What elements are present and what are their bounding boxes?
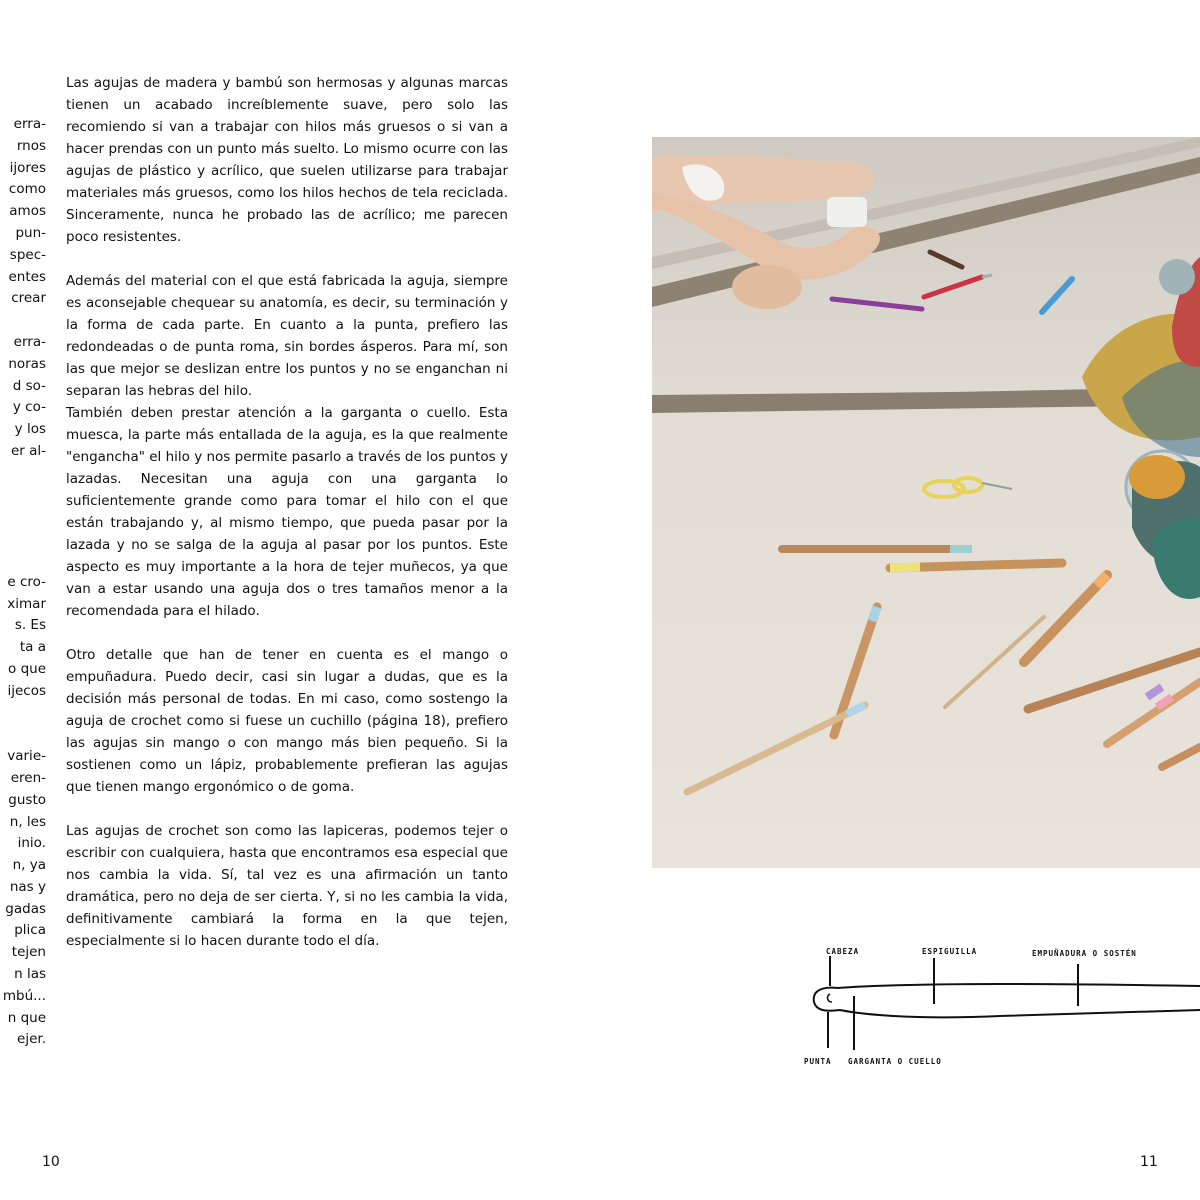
main-text-column bbox=[66, 72, 508, 974]
label-head: CABEZA bbox=[826, 947, 860, 956]
margin-fragment bbox=[0, 506, 46, 528]
margin-fragment: noras bbox=[8, 355, 46, 372]
margin-fragment: n las bbox=[14, 966, 46, 983]
margin-fragment bbox=[0, 310, 46, 332]
margin-fragment bbox=[0, 463, 46, 485]
margin-fragment: y co- bbox=[12, 399, 46, 416]
margin-fragment: o que bbox=[8, 660, 46, 677]
left-margin-text-fragments bbox=[0, 114, 46, 1051]
crochet-hook-anatomy-diagram bbox=[800, 940, 1200, 1080]
margin-fragment: entes bbox=[8, 268, 46, 285]
page-number-right: 11 bbox=[1140, 1154, 1158, 1170]
margin-fragment: ta a bbox=[19, 639, 46, 656]
margin-fragment bbox=[0, 703, 46, 725]
margin-fragment: gusto bbox=[8, 791, 46, 808]
margin-fragment: erra- bbox=[13, 333, 46, 350]
margin-fragment: ijecos bbox=[7, 682, 46, 699]
margin-fragment: gadas bbox=[5, 900, 46, 917]
margin-fragment bbox=[0, 550, 46, 572]
photo-crochet-hooks-icon bbox=[652, 137, 1200, 868]
label-point: PUNTA bbox=[804, 1057, 832, 1066]
margin-fragment: como bbox=[8, 181, 46, 198]
margin-fragment: varie- bbox=[7, 748, 46, 765]
margin-fragment bbox=[0, 724, 46, 746]
margin-fragment: eren- bbox=[10, 769, 46, 786]
paragraph-pens: Las agujas de crochet son como las lapiceras, podemos tejer o escribir con cualquiera, hasta que encontramos esa especial que nos cambia la vida. Sí, tal vez es una afirmación un tanto dramática, pero no deja de ser cierta. Y, si no les cambia la vida, definitivamente cambiará la forma en la que tejen, especialmente si lo hacen durante todo el día. bbox=[66, 823, 508, 949]
paragraph-wood-bamboo: Las agujas de madera y bambú son hermosas y algunas marcas tienen un acabado increíblemente suave, pero solo las recomiendo si van a trabajar con hilos más gruesos o si van a hacer prendas con un punto más suelto. Lo mismo ocurre con las agujas de plástico y acrílico, que suelen utilizarse para trabajar materiales más gruesos, como los hilos hechos de tela reciclada. Sinceramente, nunca he probado las de acrílico; me parecen poco resistentes. bbox=[66, 75, 508, 245]
margin-fragment: ejer. bbox=[17, 1031, 46, 1048]
margin-fragment: ximar bbox=[7, 595, 46, 612]
margin-fragment: n, les bbox=[9, 813, 46, 830]
paragraph-throat: También deben prestar atención a la garganta o cuello. Esta muesca, la parte más entallada de la aguja, es la que realmente "engancha" el hilo y nos permite pasarlo a través de los puntos y lazadas. Necesitan una aguja con una garganta lo suficientemente grande como para tomar el hilo con el que están trabajando y, al mismo tiempo, que pueda pasar por la lazada y no se salga de la aguja al pasar por los puntos. Este aspecto es muy importante a la hora de tejer muñecos, ya que van a estar usando una aguja dos o tres tamaños menor a la recomendada para el hilado. bbox=[66, 405, 508, 619]
label-grip: EMPUÑADURA O SOSTÉN bbox=[1032, 949, 1137, 958]
margin-fragment: e cro- bbox=[7, 573, 46, 590]
page-number-left: 10 bbox=[42, 1154, 60, 1170]
margin-fragment: y los bbox=[14, 421, 46, 438]
margin-fragment: plica bbox=[14, 922, 46, 939]
margin-fragment: inio. bbox=[17, 835, 46, 852]
paragraph-handle: Otro detalle que han de tener en cuenta es el mango o empuñadura. Puedo decir, casi sin lugar a dudas, que es la decisión más personal de todas. En mi caso, como sostengo la aguja de crochet como si fuese un cuchillo (página 18), prefiero las agujas sin mango o con mango más bien pequeño. Si la sostienen como un lápiz, probablemente prefieran las agujas que tienen mango ergonómico o de goma. bbox=[66, 647, 508, 795]
margin-fragment bbox=[0, 528, 46, 550]
margin-fragment: crear bbox=[11, 290, 46, 307]
margin-fragment: rnos bbox=[16, 137, 46, 154]
margin-fragment: nas y bbox=[9, 878, 46, 895]
margin-fragment: er al- bbox=[10, 442, 46, 459]
margin-fragment: tejen bbox=[11, 944, 46, 961]
margin-fragment: d so- bbox=[12, 377, 46, 394]
margin-fragment bbox=[0, 485, 46, 507]
margin-fragment: amos bbox=[9, 203, 46, 220]
label-throat: GARGANTA O CUELLO bbox=[848, 1057, 942, 1066]
margin-fragment: pun- bbox=[15, 224, 46, 241]
margin-fragment: erra- bbox=[13, 116, 46, 132]
margin-fragment: n que bbox=[7, 1009, 46, 1026]
label-shank: ESPIGUILLA bbox=[922, 947, 978, 956]
margin-fragment: ijores bbox=[9, 159, 46, 176]
margin-fragment: mbú... bbox=[2, 987, 46, 1004]
margin-fragment: spec- bbox=[9, 246, 46, 263]
margin-fragment: n, ya bbox=[12, 857, 46, 874]
margin-fragment: s. Es bbox=[14, 617, 46, 634]
paragraph-anatomy: Además del material con el que está fabricada la aguja, siempre es aconsejable chequear su anatomía, es decir, su terminación y la forma de cada parte. En cuanto a la punta, prefiero las redondeadas o de punta roma, sin bordes ásperos. Para mí, son las que mejor se deslizan entre los puntos y no se enganchan ni separan las hebras del hilo. bbox=[66, 273, 508, 399]
